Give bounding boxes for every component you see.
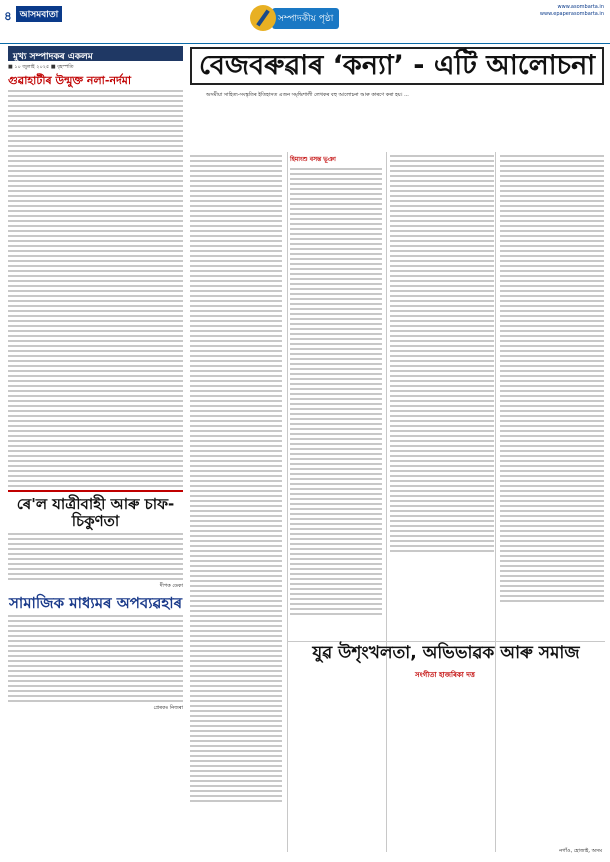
- article-intro: অসমীয়া সাহিত্য-সংস্কৃতিৰ ইতিহাসত এজন সমৃদ্ধিশালী লেখকৰ বহু আলোচনা আৰু কাৰণে কৰা হয়। ...: [206, 92, 409, 98]
- letter-title-social-media: সামাজিক মাধ্যমৰ অপব্যৱহাৰ: [8, 594, 183, 612]
- lead-editorial-title: গুৱাহাটীৰ উন্মুক্ত নলা-নৰ্দমা: [8, 74, 132, 87]
- article-column: [500, 152, 604, 852]
- article-column: [290, 152, 382, 852]
- badge-label: সম্পাদকীয় পৃষ্ঠা: [272, 8, 339, 29]
- editor-column-label: মুখ্য সম্পাদকৰ একলম: [8, 46, 183, 61]
- article-footer-signature: নগাঁও, হোজাই, অসম: [559, 848, 602, 854]
- website-link[interactable]: www.asombarta.in: [557, 4, 604, 10]
- letter-signature: দীপক ডেকা: [159, 583, 183, 589]
- letter-signature: প্ৰেৰকঃ নিজৰা: [153, 705, 183, 711]
- letter-body-railway: [8, 533, 183, 580]
- pen-icon: [250, 5, 276, 31]
- masthead: [0, 0, 610, 44]
- article-column: [390, 152, 494, 852]
- epaper-link[interactable]: www.epaperasombarta.in: [539, 11, 604, 17]
- page-number: ৪: [4, 9, 12, 23]
- letter-title-railway: ৰে'ল যাত্ৰীবাহী আৰু চাফ-চিকুণতা: [16, 495, 175, 530]
- editorial-page-badge: [250, 4, 362, 32]
- dateline: ■ ১০ জুলাই ২০২৫ ■ বৃহস্পতি: [8, 64, 74, 70]
- article-author: হিমাংশু বসন্ত ভূঞা: [290, 156, 336, 163]
- left-column: [8, 46, 183, 854]
- divider: [8, 490, 183, 492]
- lead-editorial-body: [8, 90, 183, 487]
- article-column: [190, 152, 282, 852]
- main-headline: বেজবৰুৱাৰ ‘কন্যা’ - এটি আলোচনা: [190, 47, 604, 85]
- website-links: [504, 4, 604, 18]
- article-columns: [190, 152, 604, 852]
- newspaper-logo: আসমবাতা: [16, 6, 62, 22]
- letter-body-social-media: [8, 615, 183, 702]
- second-article-byline: [390, 667, 500, 683]
- second-article-author: সংগীতা হাজৰিকা দত্ত: [415, 671, 475, 679]
- second-article-headline: যুৱ উশৃংখলতা, অভিভাৱক আৰু সমাজ: [287, 641, 605, 665]
